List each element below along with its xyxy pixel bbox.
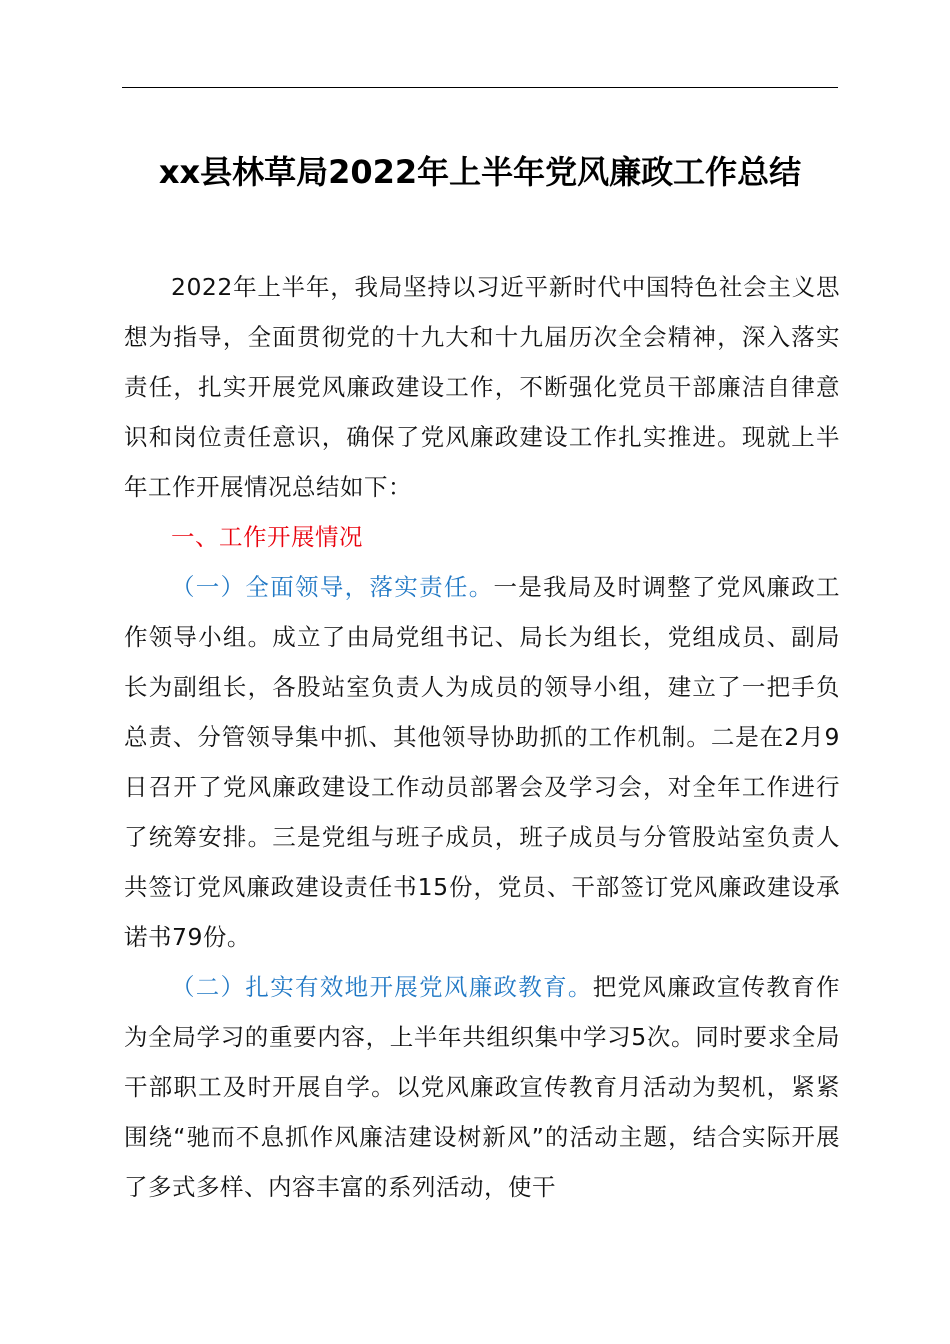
item-1-body: 一是我局及时调整了党风廉政工作领导小组。成立了由局党组书记、局长为组长，党组成员、副局长为副组长，各股站室负责人为成员的领导小组，建立了一把手负总责、分管领导集中抓、其他领导协助抓的工作机制。二是在2月9日召开了党风廉政建设工作动员部署会及学习会，对全年工作进行了统筹安排。三是党组与班子成员，班子成员与分管股站室负责人共签订党风廉政建设责任书15份，党员、干部签订党风廉政建设承诺书79份。 [124, 573, 840, 951]
section-1-heading-text: 一、工作开展情况 [171, 523, 363, 551]
section-1-heading [124, 512, 840, 562]
document-title: xx县林草局2022年上半年党风廉政工作总结 [158, 153, 802, 191]
item-1-heading: （一）全面领导，落实责任。 [171, 573, 494, 601]
section-1-item-2 [124, 962, 840, 1212]
section-1-item-1 [124, 562, 840, 962]
intro-paragraph: 2022年上半年，我局坚持以习近平新时代中国特色社会主义思想为指导，全面贯彻党的十九大和十九届历次全会精神，深入落实责任，扎实开展党风廉政建设工作，不断强化党员干部廉洁自律意识和岗位责任意识，确保了党风廉政建设工作扎实推进。现就上半年工作开展情况总结如下： [124, 273, 840, 501]
item-2-body: 把党风廉政宣传教育作为全局学习的重要内容，上半年共组织集中学习5次。同时要求全局干部职工及时开展自学。以党风廉政宣传教育月活动为契机，紧紧围绕“驰而不息抓作风廉洁建设树新风”的活动主题，结合实际开展了多式多样、内容丰富的系列活动，使干 [124, 973, 841, 1201]
header-rule [122, 87, 838, 88]
document-body [124, 262, 840, 1212]
item-2-heading: （二）扎实有效地开展党风廉政教育。 [171, 973, 593, 1001]
